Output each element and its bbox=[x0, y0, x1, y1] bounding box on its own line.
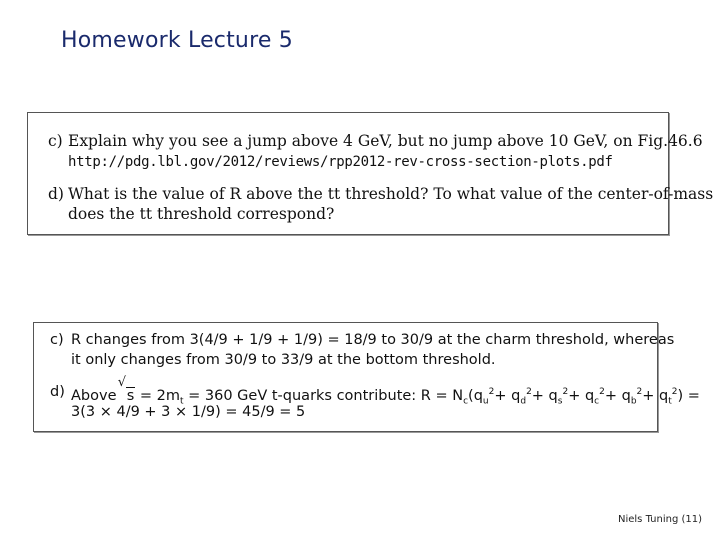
sqrt-s-symbol: s bbox=[126, 387, 135, 404]
question-d-text-line2: does the tt threshold correspond? bbox=[68, 205, 335, 223]
answer-d-eq2: = 360 GeV t-quarks contribute: R = N bbox=[188, 387, 464, 404]
question-c-text: Explain why you see a jump above 4 GeV, but no jump above 10 GeV, on Fig.46.6 bbox=[68, 132, 703, 150]
page-title: Homework Lecture 5 bbox=[61, 28, 293, 53]
question-d-text-line1: What is the value of R above the tt threshold? To what value of the center-of-mass bbox=[68, 185, 714, 203]
answer-d-tail: ) = bbox=[677, 387, 700, 404]
question-c-label: c) bbox=[48, 132, 63, 150]
sqrt-icon: √ bbox=[117, 374, 127, 390]
answer-c-label: c) bbox=[50, 332, 64, 348]
subscript-c: c bbox=[463, 396, 469, 407]
slide-footer: Niels Tuning (11) bbox=[617, 514, 702, 525]
answer-d-eq1: = 2m bbox=[139, 387, 180, 404]
answers-box bbox=[33, 322, 700, 432]
answer-d-line2: 3(3 × 4/9 + 3 × 1/9) = 45/9 = 5 bbox=[71, 404, 306, 420]
answer-d-line1: Above √ $s = 2m_t = 360$ GeV t-quarks contribute: $R = N_c(q_u^2+ q_d^2+ q_s^2+ q_c^2+ q_b^2+ q_t^2)$ = bbox=[71, 374, 700, 407]
subscript-t: t bbox=[180, 396, 184, 407]
answer-c-line1: R changes from 3(4/9 + 1/9 + 1/9) = 18/9 to 30/9 at the charm threshold, whereas bbox=[71, 332, 675, 348]
question-c-url[interactable]: http://pdg.lbl.gov/2012/reviews/rpp2012-rev-cross-section-plots.pdf bbox=[68, 154, 613, 170]
answer-d-above: Above bbox=[71, 387, 117, 404]
answer-c-line2: it only changes from 30/9 to 33/9 at the bottom threshold. bbox=[71, 352, 496, 368]
answer-d-charges: (q bbox=[468, 387, 483, 404]
question-d-label: d) bbox=[48, 185, 64, 203]
answer-d-label: d) bbox=[50, 384, 65, 400]
questions-box bbox=[27, 112, 714, 235]
